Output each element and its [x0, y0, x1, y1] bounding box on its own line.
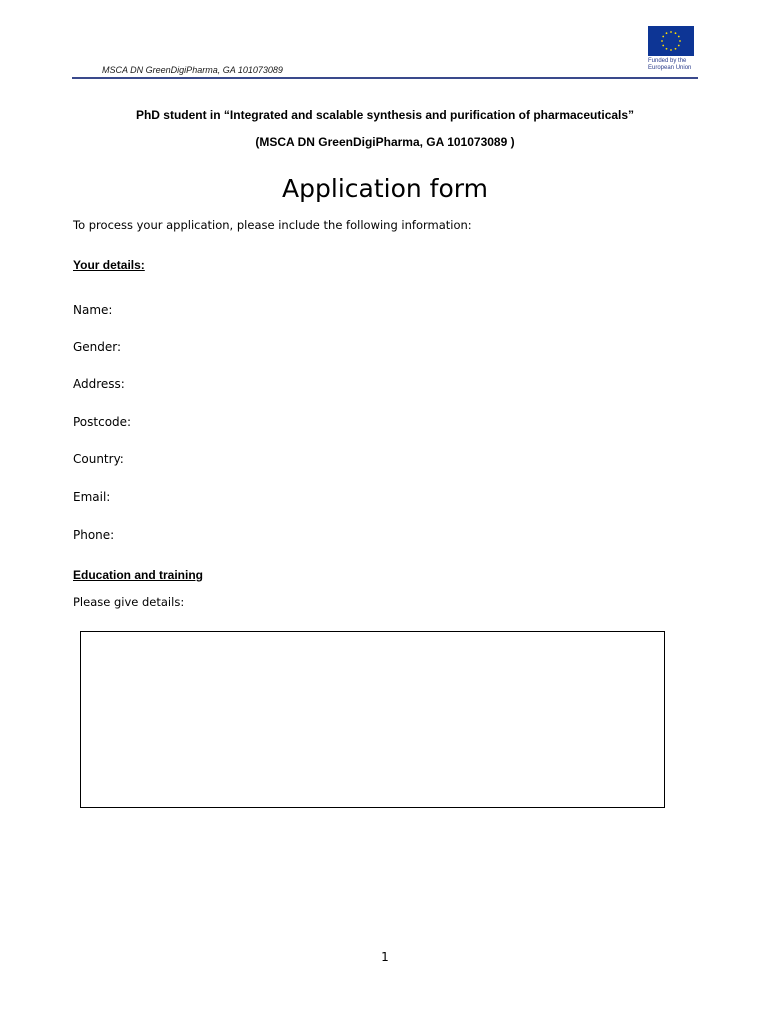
eu-funding-logo: [648, 26, 694, 74]
eu-star-icon: [670, 31, 672, 33]
eu-star-icon: [678, 45, 680, 47]
page-number: 1: [381, 950, 389, 964]
eu-flag-icon: [648, 26, 694, 56]
header-reference: MSCA DN GreenDigiPharma, GA 101073089: [102, 65, 283, 75]
eu-star-icon: [678, 36, 680, 38]
eu-star-icon: [662, 45, 664, 47]
eu-star-icon: [670, 49, 672, 51]
eu-star-icon: [666, 32, 668, 34]
email-field[interactable]: Email:: [73, 490, 111, 504]
phone-field[interactable]: Phone:: [73, 528, 115, 542]
project-reference: (MSCA DN GreenDigiPharma, GA 101073089 ): [255, 135, 515, 149]
eu-star-icon: [662, 36, 664, 38]
country-field[interactable]: Country:: [73, 452, 124, 466]
eu-star-icon: [675, 48, 677, 50]
gender-field[interactable]: Gender:: [73, 340, 122, 354]
eu-caption-line1: Funded by the: [648, 58, 687, 64]
education-heading: Education and training: [73, 568, 204, 582]
form-heading: Application form: [282, 174, 488, 203]
eu-star-icon: [666, 48, 668, 50]
your-details-heading: Your details:: [73, 258, 145, 272]
eu-caption: [648, 58, 694, 72]
education-prompt: Please give details:: [73, 595, 185, 609]
eu-star-icon: [679, 40, 681, 42]
position-title: PhD student in “Integrated and scalable synthesis and purification of pharmaceuticals”: [135, 108, 635, 122]
intro-text: To process your application, please include the following information:: [73, 218, 472, 232]
postcode-field[interactable]: Postcode:: [73, 415, 132, 429]
eu-star-icon: [675, 32, 677, 34]
address-field[interactable]: Address:: [73, 377, 125, 391]
eu-star-icon: [661, 40, 663, 42]
name-field[interactable]: Name:: [73, 303, 113, 317]
eu-caption-line2: European Union: [648, 65, 692, 71]
header-divider: [72, 77, 698, 79]
education-details-textbox[interactable]: [80, 631, 665, 808]
